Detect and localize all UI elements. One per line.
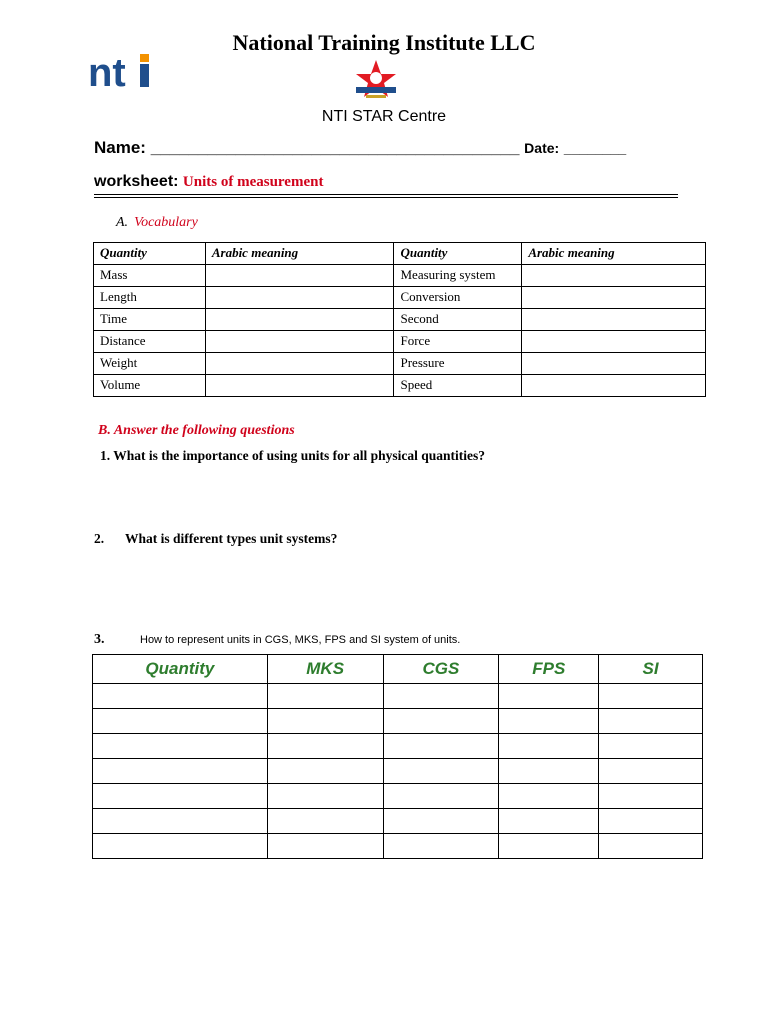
answer-cell[interactable] xyxy=(93,809,268,834)
arabic-meaning-input[interactable] xyxy=(522,287,706,309)
section-a-title: Vocabulary xyxy=(134,215,198,230)
arabic-meaning-input[interactable] xyxy=(205,287,394,309)
table-row xyxy=(94,309,706,331)
question-2-number: 2. xyxy=(94,531,105,546)
name-field[interactable]: _______________________________________ xyxy=(150,138,520,157)
units-table-body xyxy=(93,684,703,859)
quantity-cell: Force xyxy=(394,331,522,353)
answer-cell[interactable] xyxy=(267,684,383,709)
divider xyxy=(94,194,678,195)
units-table xyxy=(92,654,703,859)
section-a-letter: A. xyxy=(116,215,129,230)
answer-cell[interactable] xyxy=(93,684,268,709)
header-cell: MKS xyxy=(267,655,383,684)
answer-cell[interactable] xyxy=(499,684,599,709)
table-header-row xyxy=(94,243,706,265)
worksheet-title: Units of measurement xyxy=(182,174,324,190)
table-row xyxy=(93,734,703,759)
quantity-cell: Weight xyxy=(94,353,206,375)
section-a-heading xyxy=(116,215,198,231)
table-row xyxy=(94,287,706,309)
answer-cell[interactable] xyxy=(93,834,268,859)
answer-cell[interactable] xyxy=(499,759,599,784)
question-3-number: 3. xyxy=(94,632,105,647)
quantity-cell: Pressure xyxy=(394,353,522,375)
header-cell: CGS xyxy=(383,655,499,684)
table-row xyxy=(93,759,703,784)
arabic-meaning-input[interactable] xyxy=(205,331,394,353)
quantity-cell: Volume xyxy=(94,375,206,397)
answer-cell[interactable] xyxy=(383,709,499,734)
header-cell: FPS xyxy=(499,655,599,684)
answer-cell[interactable] xyxy=(93,759,268,784)
table-row xyxy=(94,331,706,353)
name-label: Name: xyxy=(94,138,146,157)
answer-cell[interactable] xyxy=(267,784,383,809)
arabic-meaning-input[interactable] xyxy=(205,353,394,375)
nti-logo xyxy=(88,50,158,90)
answer-cell[interactable] xyxy=(383,759,499,784)
date-field[interactable]: ________ xyxy=(563,140,627,156)
answer-cell[interactable] xyxy=(383,834,499,859)
question-2: What is different types unit systems? xyxy=(125,531,338,546)
answer-cell[interactable] xyxy=(599,834,703,859)
arabic-meaning-input[interactable] xyxy=(522,353,706,375)
table-row xyxy=(93,809,703,834)
date-label: Date: xyxy=(524,140,560,156)
header-cell: Quantity xyxy=(94,243,206,265)
quantity-cell: Mass xyxy=(94,265,206,287)
worksheet-label: worksheet: xyxy=(94,173,179,190)
quantity-cell: Distance xyxy=(94,331,206,353)
divider xyxy=(94,197,678,198)
section-b-heading: B. Answer the following questions xyxy=(98,423,295,438)
answer-cell[interactable] xyxy=(93,784,268,809)
answer-cell[interactable] xyxy=(383,784,499,809)
answer-cell[interactable] xyxy=(599,759,703,784)
answer-cell[interactable] xyxy=(267,759,383,784)
table-row xyxy=(93,834,703,859)
answer-cell[interactable] xyxy=(499,734,599,759)
answer-cell[interactable] xyxy=(93,709,268,734)
page-title: National Training Institute LLC xyxy=(232,30,536,55)
table-row xyxy=(94,353,706,375)
arabic-meaning-input[interactable] xyxy=(205,309,394,331)
answer-cell[interactable] xyxy=(499,809,599,834)
question-1: 1. What is the importance of using units for all physical quantities? xyxy=(100,448,486,463)
answer-cell[interactable] xyxy=(267,809,383,834)
answer-cell[interactable] xyxy=(599,709,703,734)
header-cell: Quantity xyxy=(394,243,522,265)
table-row xyxy=(93,684,703,709)
table-row xyxy=(94,265,706,287)
vocabulary-table xyxy=(93,242,706,397)
quantity-cell: Measuring system xyxy=(394,265,522,287)
quantity-cell: Second xyxy=(394,309,522,331)
centre-name: NTI STAR Centre xyxy=(321,108,447,125)
answer-cell[interactable] xyxy=(267,734,383,759)
quantity-cell: Length xyxy=(94,287,206,309)
answer-cell[interactable] xyxy=(267,834,383,859)
answer-cell[interactable] xyxy=(599,684,703,709)
arabic-meaning-input[interactable] xyxy=(522,309,706,331)
table-header-row xyxy=(93,655,703,684)
arabic-meaning-input[interactable] xyxy=(205,375,394,397)
header-cell: Arabic meaning xyxy=(522,243,706,265)
answer-cell[interactable] xyxy=(599,734,703,759)
answer-cell[interactable] xyxy=(599,809,703,834)
question-3: How to represent units in CGS, MKS, FPS and SI system of units. xyxy=(140,634,461,646)
answer-cell[interactable] xyxy=(383,684,499,709)
answer-cell[interactable] xyxy=(267,709,383,734)
svg-text:nt: nt xyxy=(88,51,126,90)
quantity-cell: Speed xyxy=(394,375,522,397)
answer-cell[interactable] xyxy=(93,734,268,759)
answer-cell[interactable] xyxy=(383,809,499,834)
worksheet-line xyxy=(94,173,323,191)
quantity-cell: Time xyxy=(94,309,206,331)
header-cell: Arabic meaning xyxy=(205,243,394,265)
answer-cell[interactable] xyxy=(499,834,599,859)
answer-cell[interactable] xyxy=(499,784,599,809)
arabic-meaning-input[interactable] xyxy=(522,375,706,397)
answer-cell[interactable] xyxy=(499,709,599,734)
header-cell: Quantity xyxy=(93,655,268,684)
answer-cell[interactable] xyxy=(599,784,703,809)
header-cell: SI xyxy=(599,655,703,684)
arabic-meaning-input[interactable] xyxy=(522,331,706,353)
star-provider-emblem xyxy=(352,60,400,102)
table-row xyxy=(93,709,703,734)
answer-cell[interactable] xyxy=(383,734,499,759)
table-row xyxy=(93,784,703,809)
name-date-line xyxy=(94,138,626,158)
arabic-meaning-input[interactable] xyxy=(205,265,394,287)
quantity-cell: Conversion xyxy=(394,287,522,309)
table-row xyxy=(94,375,706,397)
arabic-meaning-input[interactable] xyxy=(522,265,706,287)
